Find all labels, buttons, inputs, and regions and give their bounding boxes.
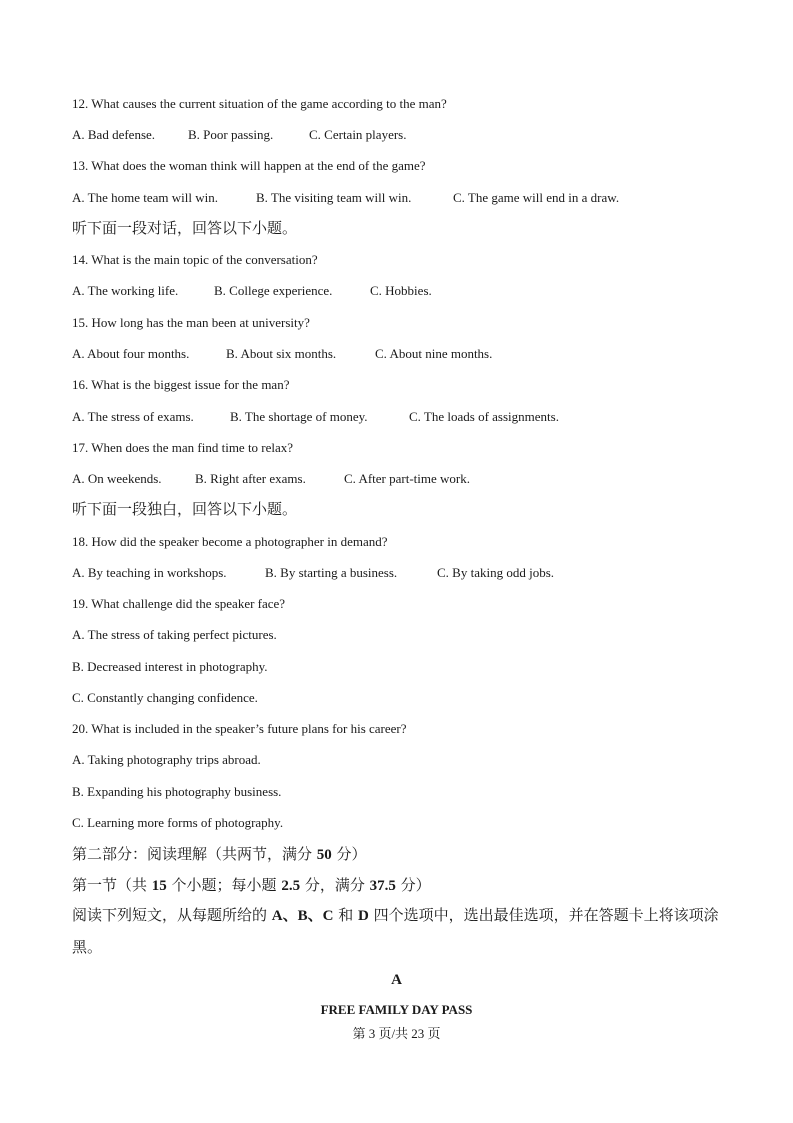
question-19-option-b: B. Decreased interest in photography. — [72, 659, 268, 674]
option-b: B. The shortage of money. — [230, 409, 368, 424]
option-c: C. About nine months. — [375, 346, 493, 361]
part-2-score: 50 — [316, 847, 332, 863]
question-20-option-a: A. Taking photography trips abroad. — [72, 752, 261, 767]
reading-instruction-and: 和 — [333, 906, 358, 924]
question-14-stem: 14. What is the main topic of the conversation? — [72, 252, 318, 267]
option-a: A. On weekends. — [72, 471, 162, 486]
question-17-options — [72, 471, 470, 487]
question-12-options — [72, 127, 406, 143]
section-1-question-count: 15 — [151, 878, 167, 894]
section-1-heading-post: 分） — [395, 876, 431, 894]
passage-title: FREE FAMILY DAY PASS — [320, 1002, 473, 1017]
option-a: A. The home team will win. — [72, 190, 218, 205]
question-13-stem: 13. What does the woman think will happen at the end of the game? — [72, 158, 426, 173]
reading-instruction-post: 四个选项中，选出最佳选项，并在答题卡上将该项涂黑。 — [72, 906, 719, 956]
option-c: C. The loads of assignments. — [409, 409, 559, 424]
section-1-heading-mid1: 个小题；每小题 — [166, 876, 282, 894]
option-c: C. By taking odd jobs. — [437, 565, 555, 580]
question-15-stem: 15. How long has the man been at university? — [72, 315, 310, 330]
part-2-heading-post: 分） — [331, 845, 367, 863]
reading-instruction — [72, 900, 727, 963]
section-1-per-question-score: 2.5 — [281, 878, 301, 894]
listening-instruction-monologue: 听下面一段独白，回答以下小题。 — [72, 500, 298, 518]
option-b: B. Poor passing. — [188, 127, 274, 142]
reading-instruction-letters: A、B、C — [271, 908, 334, 924]
question-17-stem: 17. When does the man find time to relax? — [72, 440, 294, 455]
question-14-options — [72, 283, 432, 299]
section-1-heading — [72, 875, 431, 896]
page-footer: 第 3 页/共 23 页 — [352, 1026, 441, 1041]
option-b: B. By starting a business. — [265, 565, 398, 580]
question-18-options — [72, 565, 554, 581]
option-c: C. The game will end in a draw. — [453, 190, 620, 205]
question-20-option-c: C. Learning more forms of photography. — [72, 815, 284, 830]
part-2-heading-pre: 第二部分：阅读理解（共两节，满分 — [72, 845, 317, 863]
question-19-option-a: A. The stress of taking perfect pictures. — [72, 627, 277, 642]
question-15-options — [72, 346, 492, 362]
part-2-heading — [72, 844, 367, 865]
option-a: A. By teaching in workshops. — [72, 565, 227, 580]
question-20-option-b: B. Expanding his photography business. — [72, 784, 282, 799]
option-c: C. Certain players. — [309, 127, 407, 142]
question-13-options — [72, 190, 619, 206]
section-1-heading-pre: 第一节（共 — [72, 876, 152, 894]
option-c: C. After part-time work. — [344, 471, 470, 486]
passage-label: A — [391, 972, 402, 988]
option-b: B. About six months. — [226, 346, 337, 361]
question-16-options — [72, 409, 559, 425]
section-1-heading-mid2: 分，满分 — [300, 876, 370, 894]
question-19-option-c: C. Constantly changing confidence. — [72, 690, 258, 705]
option-b: B. Right after exams. — [195, 471, 306, 486]
reading-instruction-pre: 阅读下列短文，从每题所给的 — [72, 906, 272, 924]
option-a: A. About four months. — [72, 346, 190, 361]
question-12-stem: 12. What causes the current situation of the game according to the man? — [72, 96, 447, 111]
question-19-stem: 19. What challenge did the speaker face? — [72, 596, 286, 611]
option-b: B. The visiting team will win. — [256, 190, 412, 205]
section-1-total-score: 37.5 — [369, 878, 396, 894]
option-a: A. Bad defense. — [72, 127, 156, 142]
question-20-stem: 20. What is included in the speaker’s future plans for his career? — [72, 721, 407, 736]
option-a: A. The working life. — [72, 283, 179, 298]
reading-instruction-d: D — [358, 908, 369, 924]
listening-instruction-dialogue: 听下面一段对话，回答以下小题。 — [72, 219, 298, 237]
question-18-stem: 18. How did the speaker become a photographer in demand? — [72, 534, 388, 549]
option-a: A. The stress of exams. — [72, 409, 194, 424]
option-b: B. College experience. — [214, 283, 333, 298]
option-c: C. Hobbies. — [370, 283, 432, 298]
question-16-stem: 16. What is the biggest issue for the man? — [72, 377, 290, 392]
